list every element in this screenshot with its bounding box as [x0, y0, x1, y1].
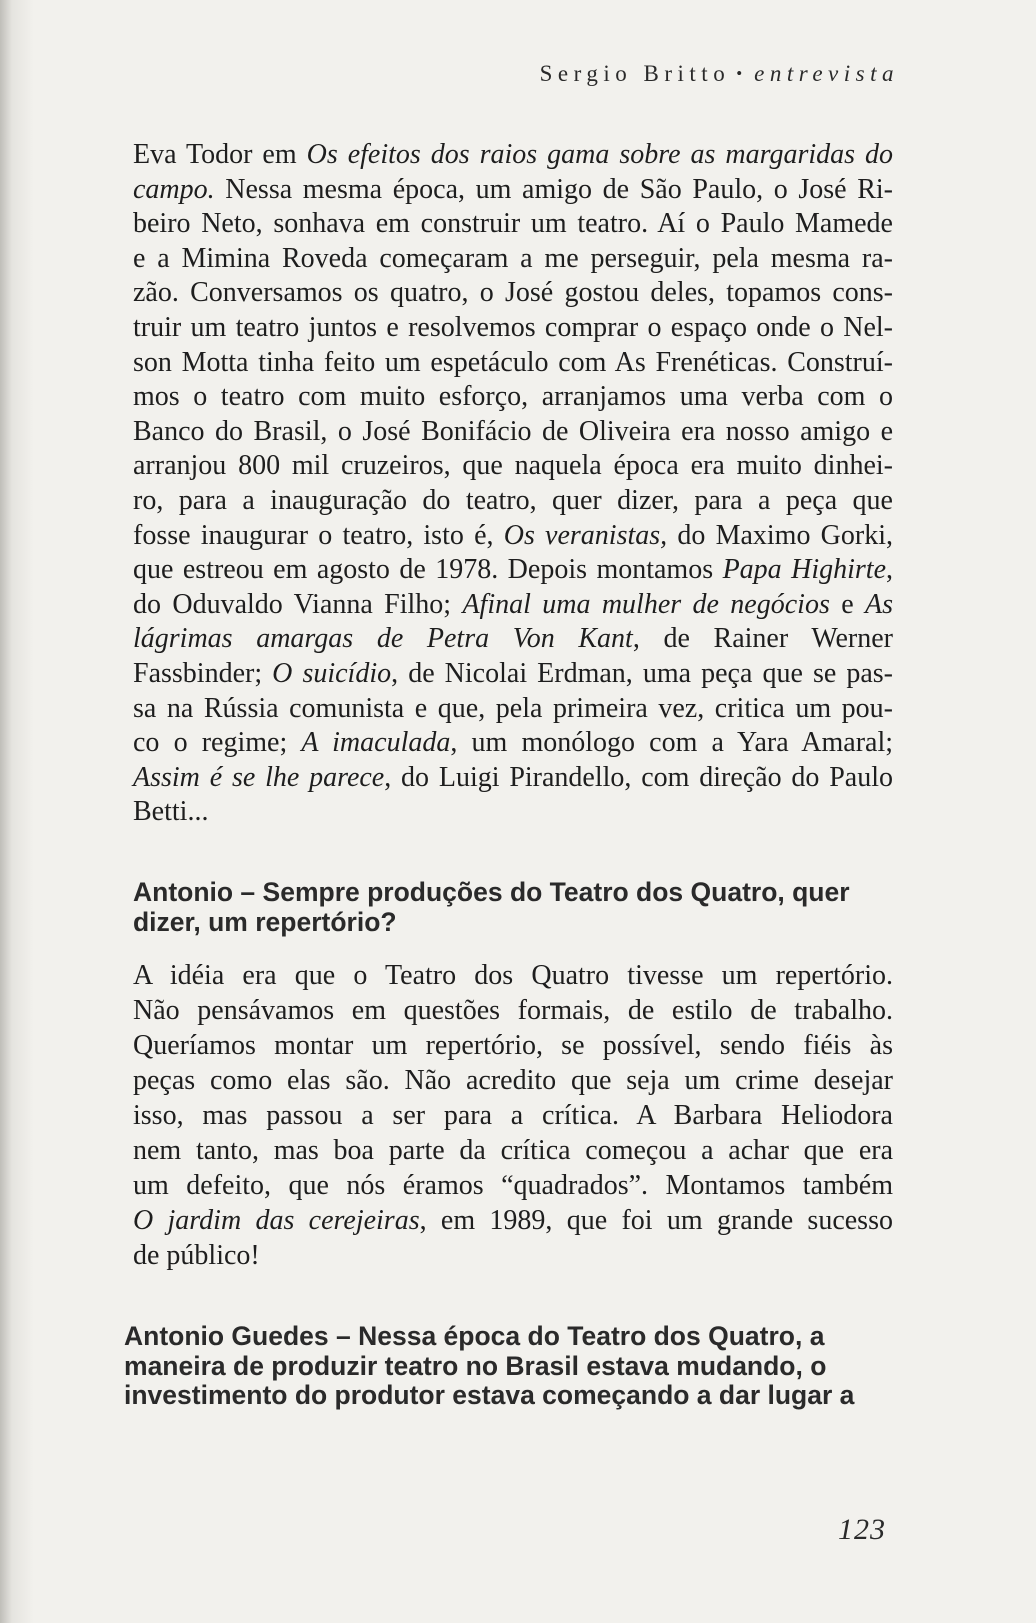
text-run: arranjou 800 mil cruzeiros, que naquela época era muito dinhei- — [133, 450, 893, 482]
text-line — [133, 484, 893, 519]
text-line — [124, 1381, 854, 1411]
text-line — [133, 553, 893, 588]
italic-title-text: lágrimas amargas de Petra Von Kant — [133, 623, 633, 655]
text-run: Eva Todor em — [133, 139, 307, 170]
text-run: , em 1989, que foi um grande sucesso — [419, 1205, 893, 1236]
text-run: fosse inaugurar o teatro, isto é, — [133, 519, 504, 551]
text-run: um defeito, que nós éramos “quadrados”. Montamos também — [133, 1170, 893, 1201]
text-run: Queríamos montar um repertório, se possível, sendo fiéis às — [133, 1030, 893, 1061]
italic-title-text: Os efeitos dos raios gama sobre as margaridas do — [306, 139, 893, 170]
text-line — [124, 1322, 854, 1352]
text-line — [133, 1098, 893, 1133]
italic-title-text: Os veranistas, — [503, 519, 668, 551]
text-line — [133, 657, 893, 692]
text-line — [133, 726, 893, 761]
text-line — [133, 519, 893, 554]
text-line — [133, 276, 893, 311]
text-run: que estreou em agosto de 1978. Depois montamos — [133, 554, 723, 586]
answer-paragraph — [133, 958, 893, 1273]
text-line — [133, 622, 893, 657]
text-line — [133, 1028, 893, 1063]
text-line — [133, 380, 893, 415]
interviewer-question — [133, 878, 850, 937]
text-run: son Motta tinha feito um espetáculo com As Frenéticas. Construí- — [133, 346, 893, 378]
running-head-section: entrevista — [754, 61, 899, 86]
italic-title-text: Papa Highirte — [722, 554, 886, 586]
text-line — [133, 311, 893, 346]
text-line — [133, 692, 893, 727]
italic-title-text: Afinal uma mulher de negócios — [462, 588, 830, 620]
text-run: , do Luigi Pirandello, com direção do Paulo — [384, 761, 894, 793]
text-run: do Maximo Gorki, — [667, 519, 893, 551]
text-run: Nessa mesma época, um amigo de São Paulo, o José Ri- — [214, 173, 893, 205]
text-run: sa na Rússia comunista e que, pela primeira vez, critica um pou- — [133, 692, 893, 724]
text-line — [133, 173, 893, 208]
text-line — [133, 138, 893, 173]
text-run: , de Rainer Werner — [632, 623, 894, 655]
text-line — [133, 878, 850, 908]
text-run: isso, mas passou a ser para a crítica. A Barbara Heliodora — [133, 1100, 893, 1131]
text-run: mos o teatro com muito esforço, arranjamos uma verba com o — [133, 381, 893, 413]
text-run: e — [829, 588, 865, 620]
text-run: ro, para a inauguração do teatro, quer dizer, para a peça que — [133, 484, 893, 516]
text-run: e a Mimina Roveda começaram a me perseguir, pela mesma ra- — [133, 242, 893, 274]
text-line — [133, 588, 893, 623]
text-line — [133, 795, 893, 830]
text-run: investimento do produtor estava começando a dar lugar a — [124, 1380, 855, 1410]
text-line — [133, 993, 893, 1028]
page-number: 123 — [838, 1513, 886, 1546]
text-line — [133, 1133, 893, 1168]
text-run: Antonio – Sempre produções do Teatro dos Quatro, quer — [133, 877, 850, 907]
italic-title-text: O suicídio — [272, 657, 392, 689]
text-run: dizer, um repertório? — [133, 906, 397, 937]
text-run: Banco do Brasil, o José Bonifácio de Oliveira era nosso amigo e — [133, 415, 893, 447]
text-line — [133, 1168, 893, 1203]
text-line — [133, 908, 850, 938]
text-run: truir um teatro juntos e resolvemos comprar o espaço onde o Nel- — [133, 311, 893, 343]
text-run: Fassbinder; — [133, 657, 273, 689]
text-run: co o regime; — [133, 727, 302, 759]
text-line — [133, 415, 893, 450]
text-line — [133, 449, 893, 484]
text-run: do Oduvaldo Vianna Filho; — [133, 588, 463, 620]
text-line — [133, 761, 893, 796]
text-run: A idéia era que o Teatro dos Quatro tivesse um repertório. — [133, 960, 893, 991]
answer-paragraph — [133, 138, 893, 830]
text-run: , — [886, 554, 893, 586]
text-line — [133, 207, 893, 242]
italic-title-text: campo. — [133, 173, 215, 205]
text-run: Betti... — [133, 796, 209, 828]
text-run: zão. Conversamos os quatro, o José gostou deles, topamos cons- — [133, 277, 893, 309]
text-line — [133, 1238, 893, 1273]
text-run: , um monólogo com a Yara Amaral; — [450, 727, 893, 759]
text-line — [124, 1352, 854, 1382]
text-run: peças como elas são. Não acredito que seja um crime desejar — [133, 1065, 893, 1096]
text-run: , de Nicolai Erdman, uma peça que se pas- — [391, 657, 893, 689]
text-run: Antonio Guedes – Nessa época do Teatro dos Quatro, a — [124, 1321, 825, 1351]
italic-title-text: As — [865, 588, 893, 620]
text-run: de público! — [133, 1240, 260, 1271]
running-head-bullet: • — [736, 64, 743, 83]
running-head-author: Sergio Britto — [539, 61, 731, 86]
text-line — [133, 346, 893, 381]
interviewer-question — [124, 1322, 854, 1411]
italic-title-text: A imaculada — [301, 727, 451, 759]
running-head — [540, 60, 899, 90]
text-run: beiro Neto, sonhava em construir um teatro. Aí o Paulo Mamede — [133, 208, 893, 240]
text-line — [133, 958, 893, 993]
text-line — [133, 1203, 893, 1238]
text-line — [133, 242, 893, 277]
text-run: nem tanto, mas boa parte da crítica começou a achar que era — [133, 1135, 893, 1166]
text-line — [133, 1063, 893, 1098]
text-run: maneira de produzir teatro no Brasil estava mudando, o — [124, 1350, 827, 1381]
italic-title-text: O jardim das cerejeiras — [133, 1205, 420, 1236]
text-run: Não pensávamos em questões formais, de estilo de trabalho. — [133, 995, 893, 1026]
italic-title-text: Assim é se lhe parece — [133, 761, 385, 793]
